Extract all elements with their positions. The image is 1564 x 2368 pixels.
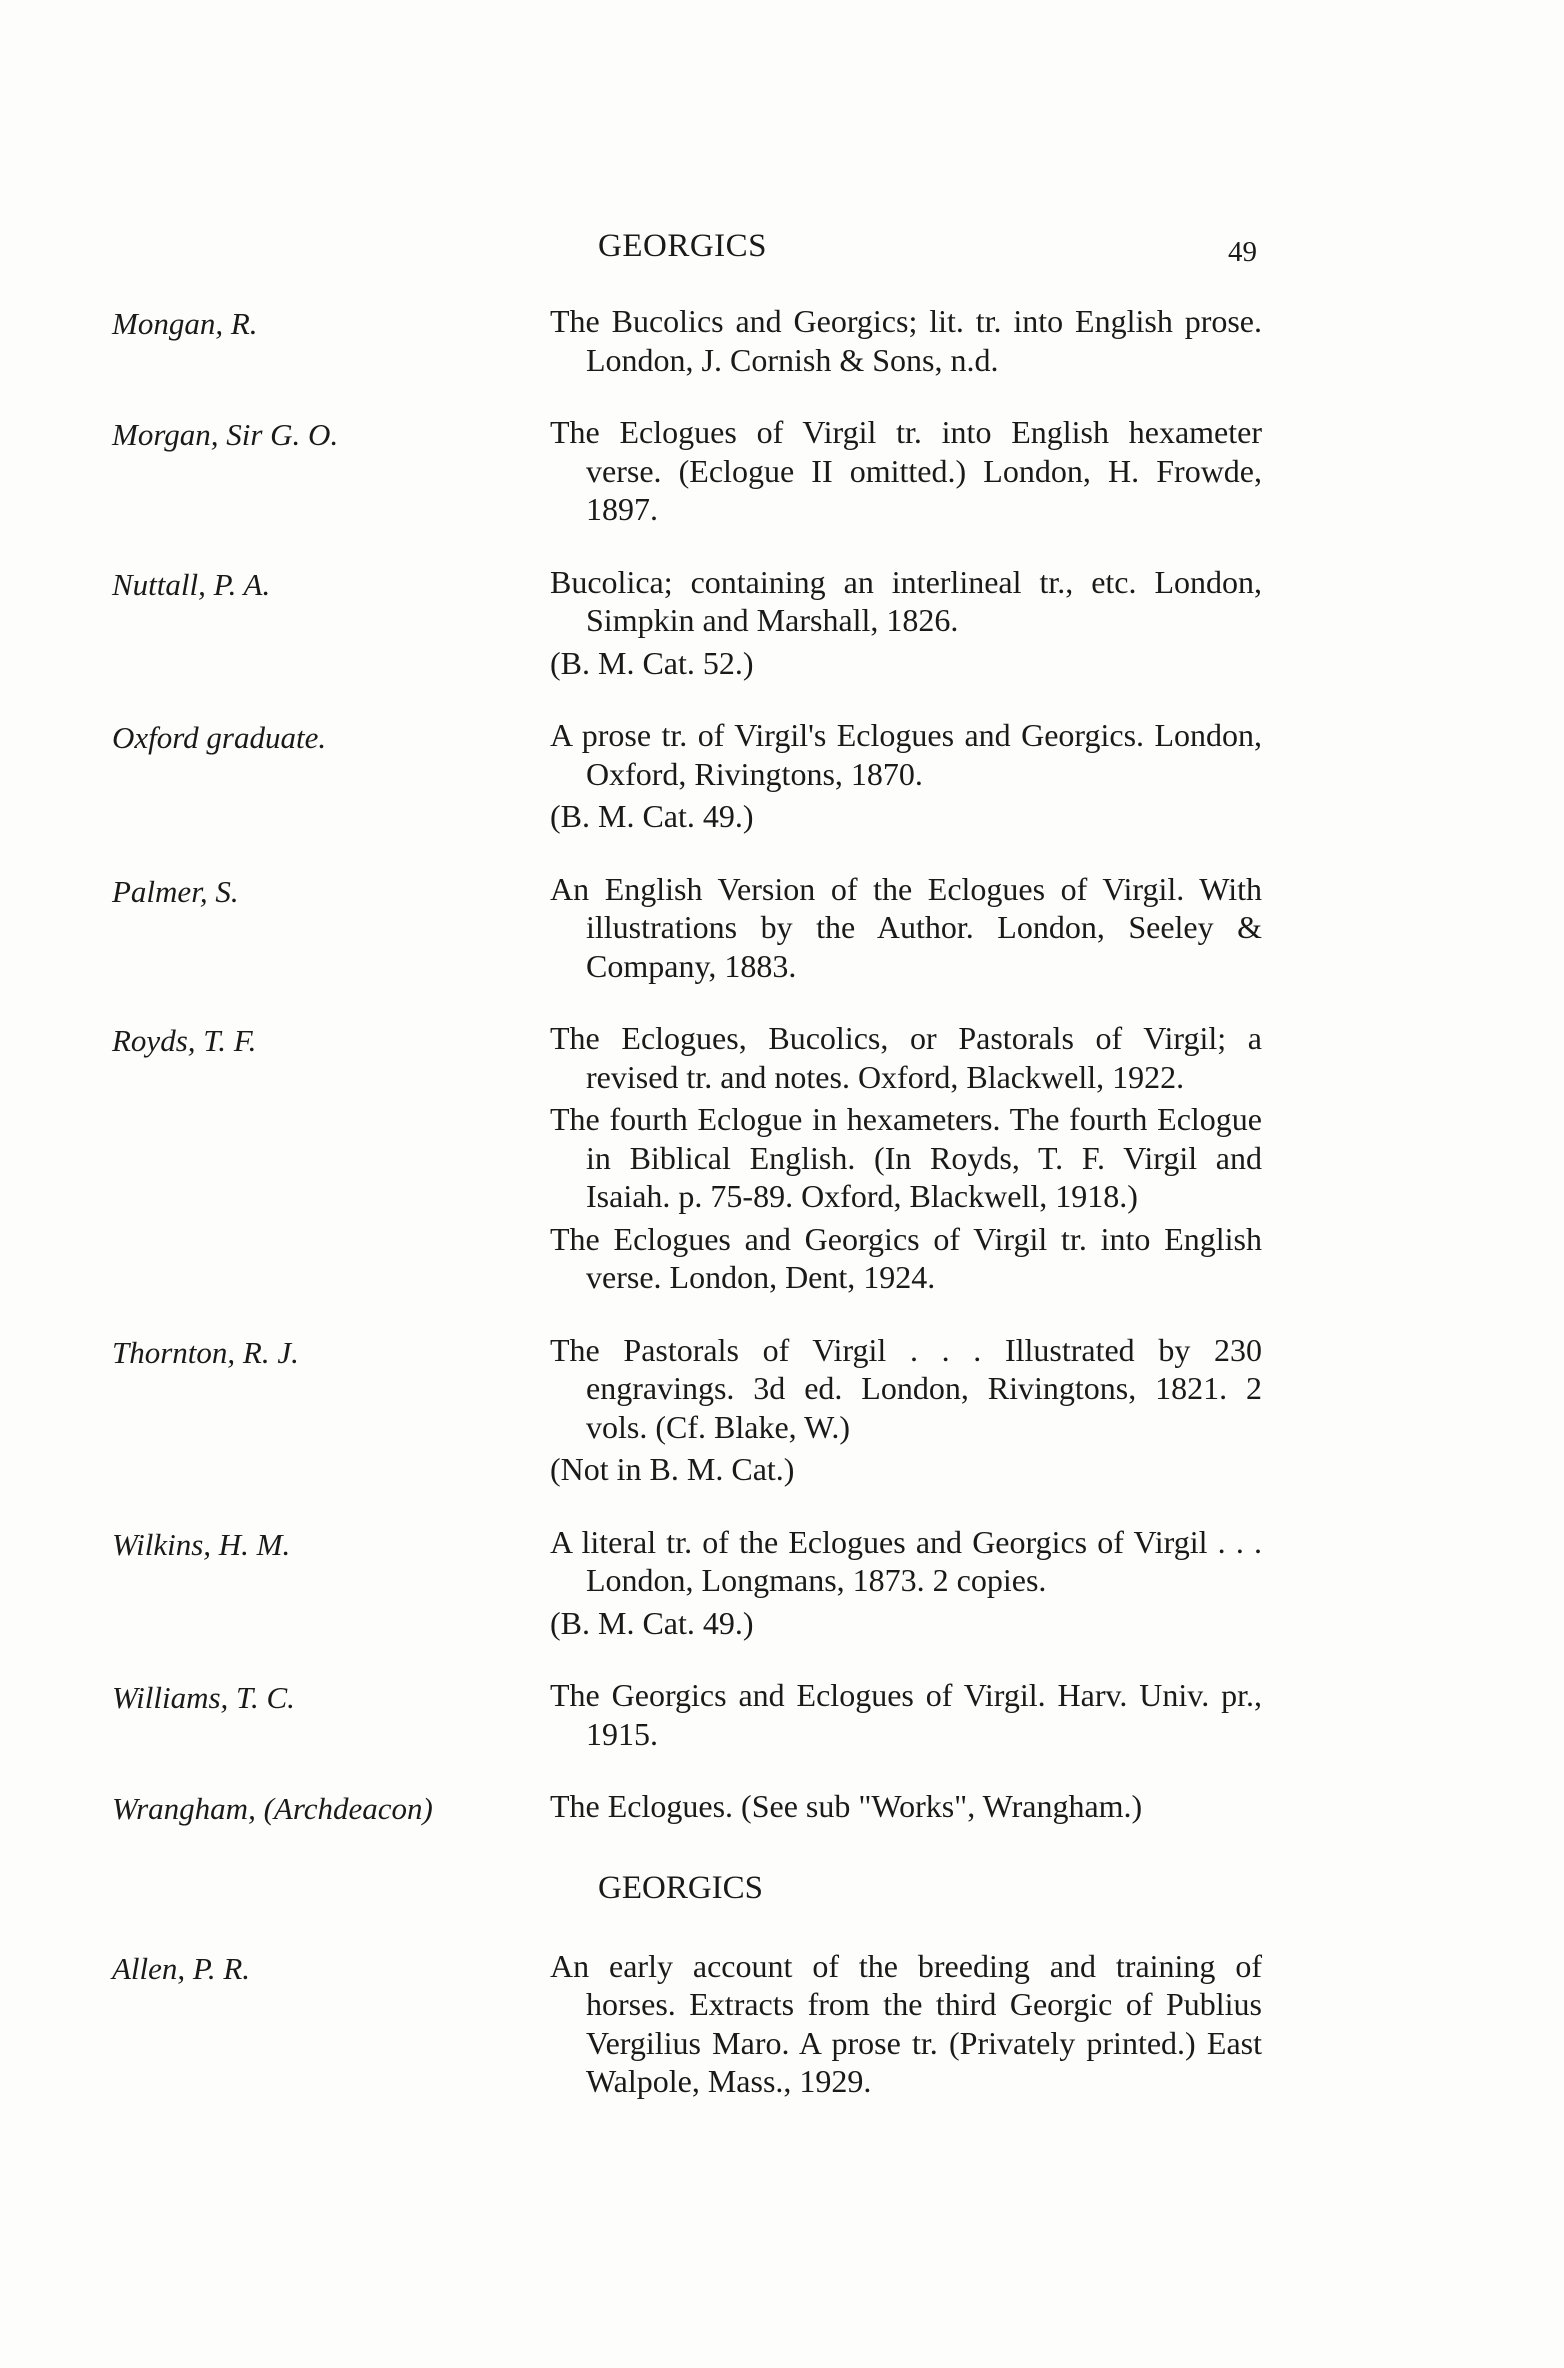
entry-author: Nuttall, P. A.	[112, 566, 271, 602]
bibliography-entry	[0, 1523, 1564, 1643]
work-citation: (B. M. Cat. 52.)	[550, 644, 754, 681]
entry-author: Mongan, R.	[112, 306, 258, 341]
work-citation: (Not in B. M. Cat.)	[550, 1451, 795, 1487]
bibliography-entry	[0, 1019, 1564, 1297]
entry-author: Morgan, Sir G. O.	[112, 417, 339, 452]
bibliography-entry	[0, 1331, 1564, 1489]
work-citation: The Georgics and Eclogues of Virgil. Harv. Univ. pr., 1915.	[550, 1677, 1262, 1752]
bibliography-entry	[0, 302, 1564, 379]
entry-author: Thornton, R. J.	[112, 1334, 299, 1370]
entry-author: Royds, T. F.	[112, 1023, 257, 1058]
work-citation: An early account of the breeding and training of horses. Extracts from the third Georgic of Publius Vergilius Maro. A prose tr. (Privately printed.) East Walpole, Mass., 1929.	[550, 1947, 1262, 2099]
entry-author: Wrangham, (Archdeacon)	[112, 1791, 433, 1826]
bibliography-entry	[0, 870, 1564, 986]
entry-works	[550, 1947, 1262, 2101]
work-citation: The Eclogues and Georgics of Virgil tr. into English verse. London, Dent, 1924.	[550, 1220, 1262, 1295]
bibliography-entry	[0, 1947, 1564, 2101]
entry-works	[550, 716, 1262, 836]
work-citation: A literal tr. of the Eclogues and Georgics of Virgil . . . London, Longmans, 1873. 2 copies.	[550, 1523, 1262, 1598]
entry-works	[550, 302, 1262, 379]
entry-author: Williams, T. C.	[112, 1680, 295, 1715]
entry-author: Oxford graduate.	[112, 720, 327, 755]
entry-works	[550, 1019, 1262, 1297]
entry-author: Wilkins, H. M.	[112, 1526, 291, 1562]
work-citation: The Bucolics and Georgics; lit. tr. into English prose. London, J. Cornish & Sons, n.d.	[550, 303, 1262, 378]
entry-works	[550, 1331, 1262, 1489]
entry-works	[550, 870, 1262, 986]
entry-list	[0, 1947, 1564, 2101]
bibliography-entries	[0, 302, 1564, 2135]
entry-list	[0, 302, 1564, 1826]
work-citation: (B. M. Cat. 49.)	[550, 798, 754, 834]
entry-author: Allen, P. R.	[112, 1950, 251, 1986]
work-citation: The Eclogues, Bucolics, or Pastorals of Virgil; a revised tr. and notes. Oxford, Blackwell, 1922.	[550, 1020, 1262, 1095]
work-citation: (B. M. Cat. 49.)	[550, 1604, 754, 1641]
section-heading: GEORGICS	[598, 1869, 764, 1906]
entry-works	[550, 1676, 1262, 1753]
work-citation: Bucolica; containing an interlineal tr., etc. London, Simpkin and Marshall, 1826.	[550, 563, 1262, 638]
work-citation: The fourth Eclogue in hexameters. The fourth Eclogue in Biblical English. (In Royds, T. F. Virgil and Isaiah. p. 75-89. Oxford, Blackwell, 1918.)	[550, 1101, 1262, 1214]
page-number: 49	[1228, 236, 1257, 268]
work-citation: The Eclogues of Virgil tr. into English hexameter verse. (Eclogue II omitted.) London, H. Frowde, 1897.	[550, 414, 1262, 527]
entry-works	[550, 1787, 1262, 1826]
work-citation: A prose tr. of Virgil's Eclogues and Georgics. London, Oxford, Rivingtons, 1870.	[550, 717, 1262, 792]
bibliography-entry	[0, 716, 1564, 836]
running-title: GEORGICS	[598, 228, 768, 264]
entry-works	[550, 413, 1262, 529]
work-citation: An English Version of the Eclogues of Virgil. With illustrations by the Author. London, Seeley & Company, 1883.	[550, 870, 1262, 984]
work-citation: The Pastorals of Virgil . . . Illustrated by 230 engravings. 3d ed. London, Rivingtons, 1821. 2 vols. (Cf. Blake, W.)	[550, 1331, 1262, 1445]
bibliography-entry	[0, 1787, 1564, 1826]
work-citation: The Eclogues. (See sub "Works", Wrangham.)	[550, 1788, 1143, 1824]
entry-works	[550, 1523, 1262, 1643]
entry-works	[550, 563, 1262, 683]
entry-author: Palmer, S.	[112, 873, 239, 909]
bibliography-entry	[0, 413, 1564, 529]
bibliography-entry	[0, 563, 1564, 683]
bibliography-entry	[0, 1676, 1564, 1753]
